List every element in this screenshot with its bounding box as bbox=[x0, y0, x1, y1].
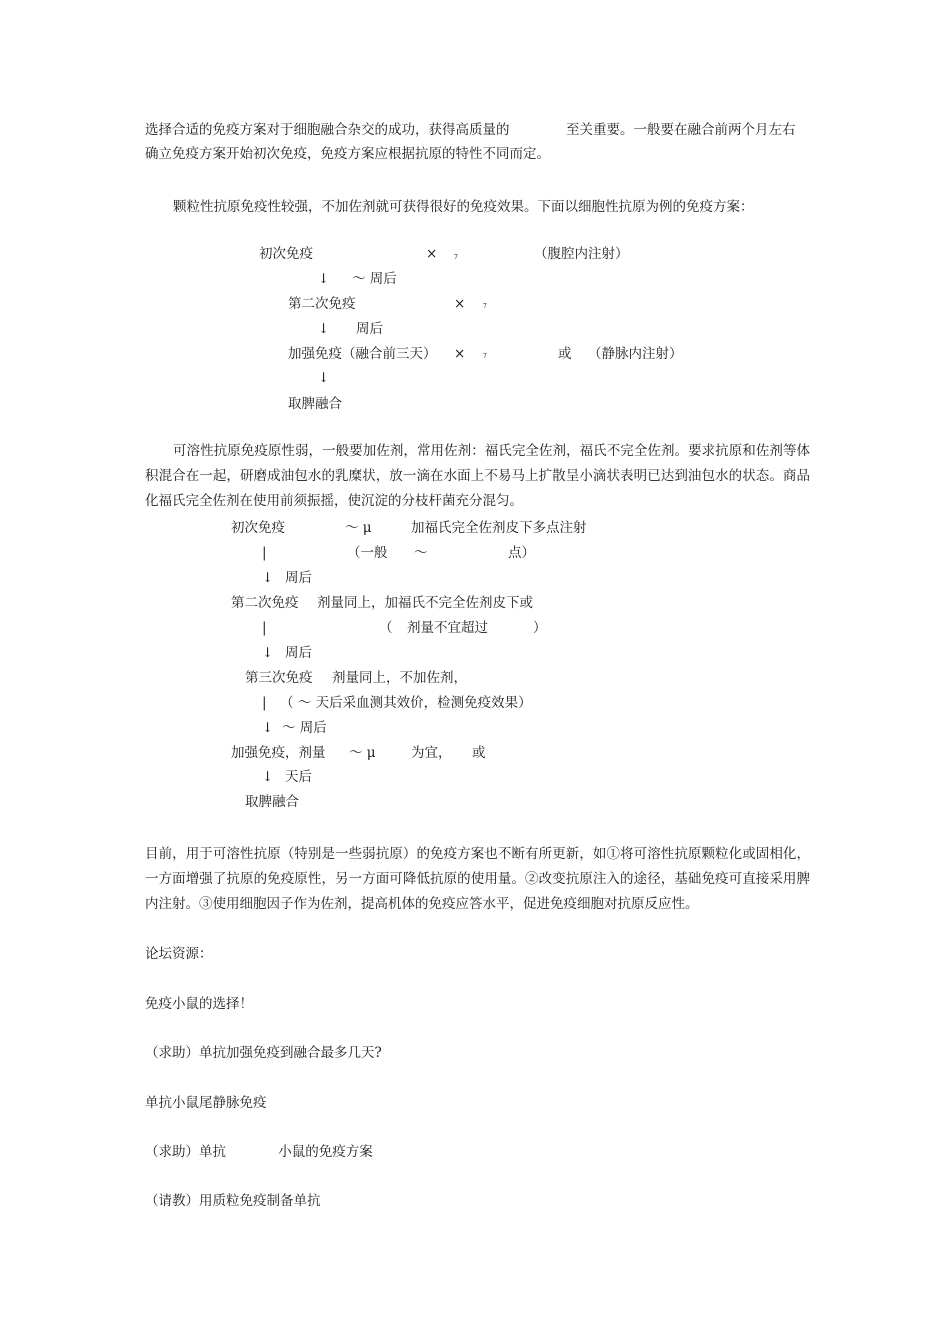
intro-text-a: 选择合适的免疫方案对于细胞融合杂交的成功，获得高质量的 bbox=[145, 122, 510, 138]
sol-step4-desc: 为宜， bbox=[411, 745, 452, 761]
sol-note1-c: 点） bbox=[508, 545, 535, 561]
intro-line-1 bbox=[145, 122, 510, 139]
forum-link-4-head: （求助）单抗 bbox=[145, 1144, 226, 1160]
cell-interval-2: 周后 bbox=[356, 321, 383, 337]
sol-step4: 加强免疫，剂量 bbox=[231, 745, 326, 761]
sol-note2-b: 剂量不宜超过 bbox=[407, 620, 488, 636]
cell-step4: 取脾融合 bbox=[288, 396, 342, 412]
sol-interval-2: 周后 bbox=[285, 645, 312, 661]
cell-step3-or: 或 bbox=[558, 346, 572, 362]
cell-step3: 加强免疫（融合前三天） bbox=[288, 346, 437, 362]
cell-step1: 初次免疫 bbox=[259, 246, 313, 262]
forum-heading: 论坛资源： bbox=[145, 946, 213, 962]
cell-interval-1: ～ 周后 bbox=[352, 271, 397, 287]
cell-step1-times: × bbox=[426, 246, 438, 262]
cell-arrow-1: ↓ bbox=[318, 271, 330, 287]
sol-step3: 第三次免疫 bbox=[245, 670, 313, 686]
forum-link-1[interactable]: 免疫小鼠的选择！ bbox=[145, 996, 253, 1012]
sol-step1: 初次免疫 bbox=[231, 520, 285, 536]
sol-interval-3: ～ 周后 bbox=[282, 720, 327, 736]
cell-step3-sup: 7 bbox=[483, 353, 487, 360]
forum-link-4-tail: 小鼠的免疫方案 bbox=[278, 1144, 373, 1160]
sol-step4-dose: ～ μ bbox=[349, 745, 376, 761]
cell-arrow-2: ↓ bbox=[318, 321, 330, 337]
sol-note3: （ ～ 天后采血测其效价，检测免疫效果） bbox=[280, 695, 532, 711]
cell-step2-sup: 7 bbox=[483, 303, 487, 310]
intro-line-1-tail: 至关重要。一般要在融合前两个月左右 bbox=[566, 122, 796, 138]
cell-step2-times: × bbox=[454, 296, 466, 312]
cell-arrow-3: ↓ bbox=[318, 370, 330, 386]
sol-step2-desc: 剂量同上，加福氏不完全佐剂皮下或 bbox=[317, 595, 533, 611]
sol-arrow-1: ↓ bbox=[262, 570, 274, 586]
cell-step2: 第二次免疫 bbox=[288, 296, 356, 312]
sol-note1-a: （一般 bbox=[347, 545, 388, 561]
forum-link-4[interactable] bbox=[145, 1144, 373, 1161]
cell-step3-times: × bbox=[454, 346, 466, 362]
sol-bar-3: | bbox=[262, 695, 267, 711]
sol-step3-desc: 剂量同上，不加佐剂， bbox=[332, 670, 467, 686]
sol-step1-dose: ～ μ bbox=[345, 520, 372, 536]
sol-bar-1: | bbox=[262, 545, 267, 561]
sol-step4-or: 或 bbox=[472, 745, 486, 761]
cell-step1-sup: 7 bbox=[454, 254, 458, 261]
forum-link-3[interactable]: 单抗小鼠尾静脉免疫 bbox=[145, 1095, 267, 1111]
sol-arrow-2: ↓ bbox=[262, 645, 274, 661]
sol-interval-1: 周后 bbox=[285, 570, 312, 586]
sol-step2: 第二次免疫 bbox=[231, 595, 299, 611]
sol-bar-2: | bbox=[262, 620, 267, 636]
cell-step3-route: （静脉内注射） bbox=[588, 346, 683, 362]
sol-note1-b: ～ bbox=[414, 545, 428, 561]
soluble-paragraph: 可溶性抗原免疫原性弱，一般要加佐剂，常用佐剂：福氏完全佐剂，福氏不完全佐剂。要求抗原和佐剂等体积混合在一起，研磨成油包水的乳糜状，放一滴在水面上不易马上扩散呈小滴状表明已达到油包水的状态。商品化福氏完全佐剂在使用前须振摇，使沉淀的分枝杆菌充分混匀。 bbox=[145, 443, 810, 509]
cell-step1-route: （腹腔内注射） bbox=[534, 246, 629, 262]
sol-step5: 取脾融合 bbox=[245, 794, 299, 810]
sol-arrow-4: ↓ bbox=[262, 769, 274, 785]
forum-link-5[interactable]: （请教）用质粒免疫制备单抗 bbox=[145, 1193, 321, 1209]
sol-note2-a: （ bbox=[379, 620, 393, 636]
cellular-paragraph: 颗粒性抗原免疫性较强，不加佐剂就可获得很好的免疫效果。下面以细胞性抗原为例的免疫方案： bbox=[173, 199, 754, 215]
sol-interval-4: 天后 bbox=[285, 769, 312, 785]
intro-line-2: 确立免疫方案开始初次免疫，免疫方案应根据抗原的特性不同而定。 bbox=[145, 146, 550, 162]
forum-link-2[interactable]: （求助）单抗加强免疫到融合最多几天? bbox=[145, 1045, 382, 1061]
sol-step1-desc: 加福氏完全佐剂皮下多点注射 bbox=[411, 520, 587, 536]
sol-arrow-3: ↓ bbox=[262, 720, 274, 736]
sol-note2-c: ） bbox=[533, 620, 547, 636]
update-paragraph: 目前，用于可溶性抗原（特别是一些弱抗原）的免疫方案也不断有所更新，如①将可溶性抗原颗粒化或固相化，一方面增强了抗原的免疫原性，另一方面可降低抗原的使用量。②改变抗原注入的途径，基础免疫可直接采用脾内注射。③使用细胞因子作为佐剂，提高机体的免疫应答水平，促进免疫细胞对抗原反应性。 bbox=[145, 846, 810, 912]
